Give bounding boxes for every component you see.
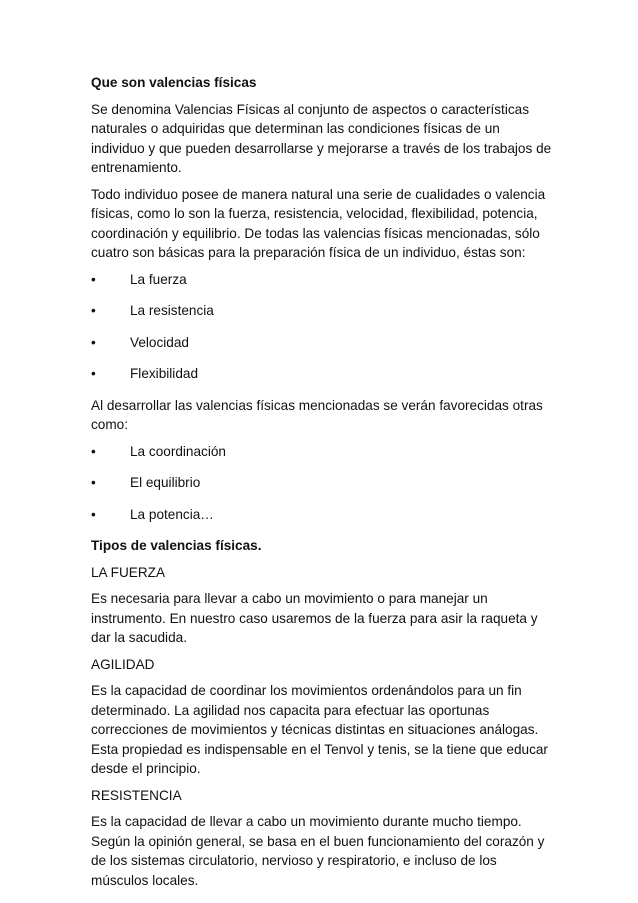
qualities-paragraph: Todo individuo posee de manera natural una serie de cualidades o valencia físicas, como lo son la fuerza, resistencia, velocidad, flexibilidad, potencia, coordinación y equilibrio. De todas las valencias físicas mencionadas, sólo cuatro son básicas para la preparación física de un individuo, éstas son: xyxy=(91,186,546,260)
document-title: Que son valencias físicas xyxy=(91,75,257,90)
list-item xyxy=(91,270,553,290)
list-item-label: La potencia… xyxy=(130,506,214,522)
list-item xyxy=(91,442,553,462)
bullet-icon: • xyxy=(91,334,96,350)
document-page xyxy=(91,64,553,897)
bullet-icon: • xyxy=(91,271,96,287)
list-item-label: La resistencia xyxy=(130,303,214,318)
list-item xyxy=(91,473,553,493)
types-heading: Tipos de valencias físicas. xyxy=(91,538,262,553)
bullet-icon: • xyxy=(91,366,96,381)
bullet-icon: • xyxy=(91,303,96,318)
list-item xyxy=(91,364,553,384)
section-body-agilidad: Es la capacidad de coordinar los movimientos ordenándolos para un fin determinado. La agilidad nos capacita para efectuar las oportunas correcciones de movimientos y técnicas distintas en situaciones análogas. Esta propiedad es indispensable en el Tenvol y tenis, se la tiene que educar desde el principio. xyxy=(91,683,548,776)
bullet-icon: • xyxy=(91,443,96,459)
section-body-fuerza: Es necesaria para llevar a cabo un movimiento o para manejar un instrumento. En nuestro caso usaremos de la fuerza para asir la raqueta y dar la sacudida. xyxy=(91,591,538,645)
bullet-icon: • xyxy=(91,475,96,490)
list-item xyxy=(91,505,553,525)
section-heading-fuerza: LA FUERZA xyxy=(91,564,166,580)
list-item-label: La coordinación xyxy=(130,443,226,459)
list-item-label: Velocidad xyxy=(130,334,189,350)
list-item-label: El equilibrio xyxy=(130,475,201,490)
bullet-icon: • xyxy=(91,506,96,522)
list-item xyxy=(91,333,553,353)
favored-paragraph: Al desarrollar las valencias físicas mencionadas se verán favorecidas otras como: xyxy=(91,397,543,432)
favored-valences-list xyxy=(91,442,553,525)
list-item-label: Flexibilidad xyxy=(130,366,199,381)
section-body-resistencia: Es la capacidad de llevar a cabo un movimiento durante mucho tiempo. Según la opinión general, se basa en el buen funcionamiento del corazón y de los sistemas circulatorio, nervioso y respiratorio, e incluso de los músculos locales. xyxy=(91,814,545,888)
basic-valences-list xyxy=(91,270,553,384)
intro-paragraph: Se denomina Valencias Físicas al conjunto de aspectos o características naturales o adquiridas que determinan las condiciones físicas de un individuo y que pueden desarrollarse y mejorarse a través de los trabajos de entrenamiento. xyxy=(91,101,552,175)
section-heading-agilidad: AGILIDAD xyxy=(91,656,155,672)
section-heading-resistencia: RESISTENCIA xyxy=(91,787,182,803)
list-item xyxy=(91,301,553,321)
list-item-label: La fuerza xyxy=(130,271,187,287)
